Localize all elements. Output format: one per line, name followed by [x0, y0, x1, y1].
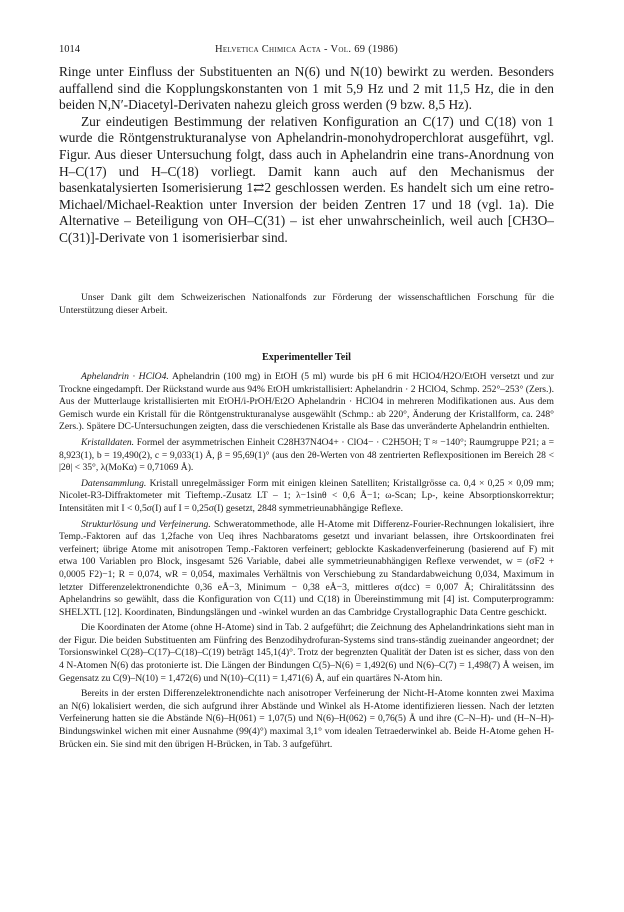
- paragraph-configuration: Zur eindeutigen Bestimmung der relativen Konfiguration an C(17) und C(18) von 1 wurde die Röntgenstrukturanalyse von Aphelandrin-monohydroperchlorat ausgeführt, vgl. Figur. Aus dieser Untersuchung folgt, dass auch in Aphelandrin eine trans-Anordnung von H–C(17) und H–C(18) vorliegt. Damit kann auch auf den Mechanismus der basenkatalysierten Isomerisierung 1⇄2 geschlossen werden. Es handelt sich um eine retro-Michael/Michael-Reaktion unter Inversion der beiden Zentren 17 und 18 (vgl. 1a). Die Alternative – Beteiligung von OH–C(31) – ist eher unwahrscheinlich, weil auch [CH3O–C(31)]-Derivate von 1 isomerisierbar sind.: [59, 113, 554, 245]
- page-number: 1014: [59, 44, 80, 55]
- exp-text: Die Koordinaten der Atome (ohne H-Atome) sind in Tab. 2 aufgeführt; die Zeichnung des Aphelandrinkations sieht man in der Figur. Die beiden Substituenten am Fünfring des Benzodihydrofuran-Systems sind trans-ständig zueinander angeordnet; der Torsionswinkel C(28)–C(17)–C(18)–C(19) beträgt 145,1(4)°. Trotz der begrenzten Qualität der Daten ist es sicher, dass von den 4 N-Atomen N(6) das protonierte ist. Die Längen der Bindungen C(5)–N(6) = 1,492(6) und N(6)–C(7) = 1,498(7) Å weisen, im Gegensatz zu C(9)–N(10) = 1,472(6) und N(10)–C(11) = 1,471(6) Å, auf ein quartäres N-Atom hin.: [59, 622, 554, 684]
- exp-paragraph-data-collection: [59, 478, 554, 516]
- exp-paragraph-coordinates: [59, 622, 554, 685]
- exp-paragraph-crystal-data: [59, 437, 554, 475]
- exp-text: Schweratommethode, alle H-Atome mit Differenz-Fourier-Rechnungen lokalisiert, ihre Temp.-Faktoren auf das 1,2fache von Ueq ihres Nachbaratoms gesetzt und invariant belassen, ihre Ortskoordinaten frei verfeinert; übrige Atome mit anisotropen Temp.-Faktoren verfeinert; geblockte Kaskadenverfeinerung (basierend auf F) mit etwa 100 Variablen pro Block, insgesamt 526 Variable, dabei alle symmetrieunabhängigen Reflexe verwendet, w = (σF2 + 0,0005 F2)−1; R = 0,074, wR = 0,054, maximales Verhältnis von Verschiebung zu Standardabweichung 0,034, Maximum in letzter Differenzelektronendichte 0,36 eÅ−3, Minimum − 0,38 eÅ−3, mittleres σ(dcc) = 0,007 Å; Chiralitätssinn des Aphelandrins so gewählt, dass die Konfiguration von C(11) und C(18) in Übereinstimmung mit [4] ist. Computerprogramm: SHELXTL [12]. Koordinaten, Bindungslängen und -winkel wurden an das Cambridge Crystallographic Data Centre geschickt.: [59, 518, 554, 618]
- exp-text: Formel der asymmetrischen Einheit C28H37N4O4+ · ClO4− · C2H5OH; T ≈ −140°; Raumgruppe P21; a = 8,923(1), b = 19,490(2), c = 9,033(1) Å, β = 95,69(1)° (aus den 2θ-Werten von 48 zentrierten Reflexpositionen im Bereich 28 < |2θ| < 35°, λ(MoKα) = 0,71069 Å).: [59, 436, 554, 474]
- exp-paragraph-aphelandrin-salt: [59, 371, 554, 434]
- journal-title: Helvetica Chimica Acta - Vol. 69 (1986): [214, 44, 399, 55]
- exp-lead: Aphelandrin · HClO4.: [81, 371, 169, 382]
- exp-lead: Strukturlösung und Verfeinerung.: [81, 518, 211, 530]
- exp-text: Bereits in der ersten Differenzelektronendichte nach anisotroper Verfeinerung der Nicht-H-Atome konnten zwei Maxima an N(6) lokalisiert werden, die sich aufgrund ihrer Abstände und Winkel als H-Atome identifizieren liessen. Nach der letzten Verfeinerung hatten sie die Abstände N(6)–H(061) = 1,07(5) und N(6)–H(062) = 0,76(5) Å und ihre (C–N–H)- und (H–N–H)-Bindungswinkel wichen mit einer Ausnahme (99(4)°) maximal 3,1° vom idealen Tetraederwinkel ab. Beide H-Atome gehen H-Brücken ein. Sie sind mit den übrigen H-Brücken, in Tab. 3 aufgeführt.: [59, 688, 554, 750]
- paragraph-continued: Ringe unter Einfluss der Substituenten an N(6) und N(10) bewirkt zu werden. Besonders auffallend sind die Kopplungskonstanten von 1 mit 5,9 Hz und 2 mit 11,5 Hz, die in den beiden N,N′-Diacetyl-Derivaten nahezu gleich gross werden (9 bzw. 8,5 Hz).: [59, 64, 554, 113]
- exp-text: Kristall unregelmässiger Form mit einigen kleinen Satelliten; Kristallgrösse ca. 0,4 × 0,25 × 0,09 mm; Nicolet-R3-Diffraktometer mit Tieftemp.-Zusatz LT – 1; λ−1sinθ < 0,6 Å−1; ω-Scan; Lp-, keine Absorptionskorrektur; Intensitäten mit I < 0,5σ(I) auf I = 0,25σ(I) gesetzt, 2848 symmetrieunabhängige Reflexe.: [59, 477, 554, 514]
- exp-paragraph-structure-solution: [59, 519, 554, 620]
- exp-lead: Kristalldaten.: [81, 436, 135, 448]
- acknowledgement: Unser Dank gilt dem Schweizerischen Nationalfonds zur Förderung der wissenschaftlichen Forschung für die Unterstützung dieser Arbeit.: [59, 292, 554, 316]
- exp-paragraph-hydrogen-atoms: [59, 688, 554, 751]
- exp-text: Aphelandrin (100 mg) in EtOH (5 ml) wurde bis pH 6 mit HClO4/H2O/EtOH versetzt und zur Trockne eingedampft. Der Rückstand wurde aus 94% EtOH umkristallisiert: Aphelandrin · 2 HClO4, Schmp. 252°–253° (Zers.). Aus der Mutterlauge kristallisierten mit EtOH/i-PrOH/Et2O Aphelandrin · HClO4 in mehreren Modifikationen aus. Aus dem Gemisch wurde ein Kristall für die Röntgenstrukturanalyse ausgewählt (Schmp.: ab 220°, Änderung der Kristallform, ca. 248° Zers.). Spätere DC-Untersuchungen zeigten, dass die verschiedenen Kristalle als Base das unveränderte Aphelandrin enthielten.: [59, 371, 555, 433]
- main-text: [59, 64, 554, 247]
- exp-lead: Datensammlung.: [81, 477, 147, 489]
- experimental-section: [59, 371, 554, 751]
- section-title: Experimenteller Teil: [262, 352, 351, 363]
- running-header: [59, 44, 554, 58]
